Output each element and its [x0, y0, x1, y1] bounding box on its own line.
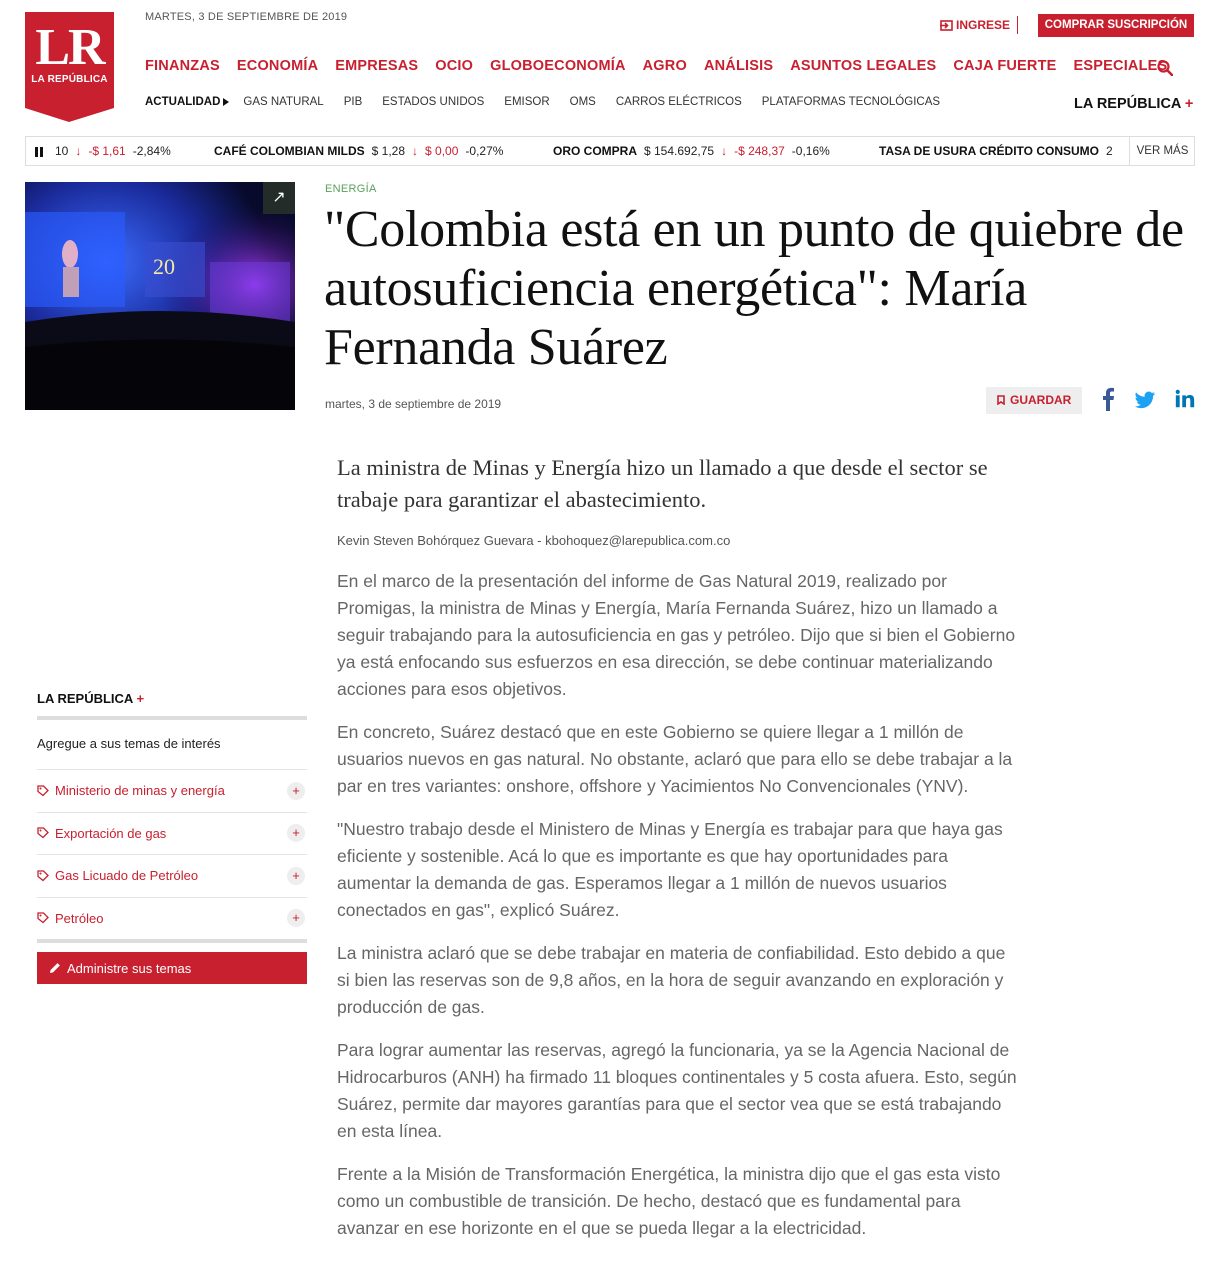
market-ticker [25, 136, 1195, 166]
conference-photo [25, 182, 295, 410]
article-paragraph: Frente a la Misión de Transformación Energética, la ministra dijo que el gas esta visto como un combustible de transición. De hecho, destacó que es fundamental para avanzar en ese horizonte en el que se pueda llegar a la electricidad. [337, 1164, 1001, 1238]
tag-icon [37, 827, 49, 839]
logo-text: LR [35, 19, 104, 76]
login-icon [940, 20, 953, 31]
nav-item-agro[interactable]: AGRO [642, 58, 687, 74]
article-headline: "Colombia está en un punto de quiebre de autosuficiencia energética": María Fernanda Suárez [324, 201, 1184, 376]
twitter-icon[interactable] [1134, 387, 1156, 411]
topic-item[interactable] [37, 769, 307, 812]
topic-label: Ministerio de minas y energía [55, 783, 225, 799]
search-icon[interactable] [1157, 60, 1173, 76]
facebook-icon[interactable] [1101, 387, 1115, 411]
arrow-down-icon: ↓ [75, 144, 82, 158]
ticker-pct: -0,16% [791, 144, 830, 158]
plus-icon: + [1184, 96, 1194, 112]
header-divider [1017, 16, 1018, 34]
nav-item-especiales[interactable]: ESPECIALES [1073, 58, 1168, 74]
logo-subtext: LA REPÚBLICA [31, 74, 108, 85]
subnav-item[interactable]: OMS [569, 96, 596, 108]
main-nav [145, 58, 1167, 74]
subnav-current[interactable] [145, 96, 229, 108]
ticker-name: TASA DE USURA CRÉDITO CONSUMO [879, 144, 1100, 158]
add-topic-button[interactable]: + [287, 824, 305, 842]
sidebar-subtitle: Agregue a sus temas de interés [37, 736, 221, 751]
nav-item-globoeconomia[interactable]: GLOBOECONOMÍA [490, 58, 626, 74]
sub-nav [145, 96, 940, 108]
nav-item-economia[interactable]: ECONOMÍA [236, 58, 319, 74]
topic-label: Exportación de gas [55, 825, 167, 841]
topic-label: Petróleo [55, 910, 104, 926]
tag-icon [37, 870, 49, 882]
article-paragraph: "Nuestro trabajo desde el Ministero de Minas y Energía es trabajar para que haya gas eficiente y sostenible. Acá lo que es importante es que hay oportunidades para aumentar la demanda de gas. Esperamos llegar a 1 millón de nuevos usuarios conectados en gas", explicó Suárez. [337, 819, 1003, 920]
topic-list [37, 769, 307, 939]
ticker-item [214, 144, 503, 158]
nav-item-finanzas[interactable]: FINANZAS [145, 58, 220, 74]
sidebar-divider [37, 716, 307, 720]
ticker-change: $ 0,00 [425, 144, 459, 158]
topic-item[interactable] [37, 812, 307, 855]
article-section[interactable]: ENERGÍA [325, 183, 377, 195]
topic-item[interactable] [37, 897, 307, 940]
arrow-down-icon: ↓ [412, 144, 419, 158]
ticker-pct: -2,84% [132, 144, 171, 158]
save-label: GUARDAR [1010, 393, 1072, 407]
article-date: martes, 3 de septiembre de 2019 [325, 397, 502, 411]
plus-icon: + [136, 691, 145, 706]
article-paragraph: En concreto, Suárez destacó que en este Gobierno se quiere llegar a 1 millón de usuarios nuevos en gas natural. No obstante, aclaró que para ello se debe trabajar a la par en tres variantes: onshore, offshore y Yacimientos No Convencionales (YNV). [337, 722, 1013, 796]
subnav-current-label: ACTUALIDAD [145, 96, 221, 108]
add-topic-button[interactable]: + [287, 909, 305, 927]
subnav-item[interactable]: CARROS ELÉCTRICOS [615, 96, 742, 108]
ticker-pct: -0,27% [465, 144, 504, 158]
ticker-change: -$ 1,61 [88, 144, 126, 158]
article-image[interactable] [25, 182, 295, 410]
nav-item-ocio[interactable]: OCIO [435, 58, 474, 74]
sidebar-title [37, 691, 144, 706]
la-republica-plus-link[interactable] [1074, 96, 1193, 112]
sidebar-divider [37, 939, 307, 943]
sidebar-title-label: LA REPÚBLICA [37, 691, 133, 706]
article-author[interactable]: Kevin Steven Bohórquez Guevara - kbohoquez@larepublica.com.co [337, 533, 731, 548]
add-topic-button[interactable]: + [287, 867, 305, 885]
ticker-item [55, 144, 171, 158]
bookmark-icon [997, 395, 1005, 405]
subnav-item[interactable]: PLATAFORMAS TECNOLÓGICAS [761, 96, 941, 108]
article-paragraph: En el marco de la presentación del informe de Gas Natural 2019, realizado por Promigas, la ministra de Minas y Energía, María Fernanda Suárez, hizo un llamado a seguir trabajando para la autosuficiencia en gas y petróleo. Dijo que si bien el Gobierno ya está enfocando sus esfuerzos en esa dirección, se debe continuar materializando acciones para esos objetivos. [337, 571, 1016, 699]
ticker-change: -$ 248,37 [734, 144, 785, 158]
topic-label: Gas Licuado de Petróleo [55, 868, 199, 884]
nav-item-analisis[interactable]: ANÁLISIS [703, 58, 774, 74]
ticker-item [879, 144, 1113, 158]
ticker-name: ORO COMPRA [553, 144, 637, 158]
topic-item[interactable] [37, 854, 307, 897]
tag-icon [37, 912, 49, 924]
nav-item-empresas[interactable]: EMPRESAS [335, 58, 419, 74]
login-link[interactable] [940, 18, 1010, 32]
ticker-value: 10 [55, 144, 69, 158]
pencil-icon [49, 962, 61, 974]
subnav-item[interactable]: PIB [343, 96, 363, 108]
nav-item-asuntos-legales[interactable]: ASUNTOS LEGALES [790, 58, 937, 74]
site-logo[interactable] [25, 12, 114, 108]
article-paragraph: Para lograr aumentar las reservas, agregó la funcionaria, ya se la Agencia Nacional de Hidrocarburos (ANH) ha firmado 11 bloques continentales y 5 costa afuera. Esto, según Suárez, permite dar mayores garantías para que el sector vea que se está trabajando en esta línea. [337, 1040, 1017, 1141]
article-paragraph: La ministra aclaró que se debe trabajar en materia de confiabilidad. Esto debido a que si bien las reservas son de 9,8 años, en la hora de seguir avanzando en exploración y producción de gas. [337, 943, 1006, 1017]
article-lead: La ministra de Minas y Energía hizo un llamado a que desde el sector se trabaje para garantizar el abastecimiento. [337, 455, 988, 512]
manage-topics-label: Administre sus temas [67, 960, 192, 976]
article-body [337, 568, 1022, 1258]
ticker-value: $ 154.692,75 [644, 144, 715, 158]
linkedin-icon[interactable] [1174, 387, 1196, 411]
plus-label: LA REPÚBLICA [1074, 96, 1181, 112]
login-label: INGRESE [956, 18, 1011, 32]
ticker-item [553, 144, 830, 158]
header-date: MARTES, 3 DE SEPTIEMBRE DE 2019 [145, 11, 348, 23]
subnav-item[interactable]: EMISOR [504, 96, 550, 108]
manage-topics-button[interactable] [37, 952, 307, 984]
nav-item-caja-fuerte[interactable]: CAJA FUERTE [953, 58, 1057, 74]
ticker-name: CAFÉ COLOMBIAN MILDS [214, 144, 365, 158]
arrow-down-icon: ↓ [721, 144, 728, 158]
pause-icon[interactable] [35, 147, 44, 157]
subnav-item[interactable]: ESTADOS UNIDOS [382, 96, 485, 108]
ticker-value: $ 1,28 [371, 144, 406, 158]
caret-right-icon [223, 98, 229, 106]
ticker-more-button[interactable]: VER MÁS [1129, 137, 1195, 165]
expand-icon[interactable]: ↗ [263, 182, 295, 214]
subnav-item[interactable]: GAS NATURAL [243, 96, 324, 108]
add-topic-button[interactable]: + [287, 782, 305, 800]
svg-text:20: 20 [153, 254, 175, 279]
subscribe-button[interactable]: COMPRAR SUSCRIPCIÓN [1038, 14, 1194, 37]
ticker-value: 2 [1106, 144, 1113, 158]
tag-icon [37, 785, 49, 797]
save-button[interactable] [986, 387, 1082, 414]
